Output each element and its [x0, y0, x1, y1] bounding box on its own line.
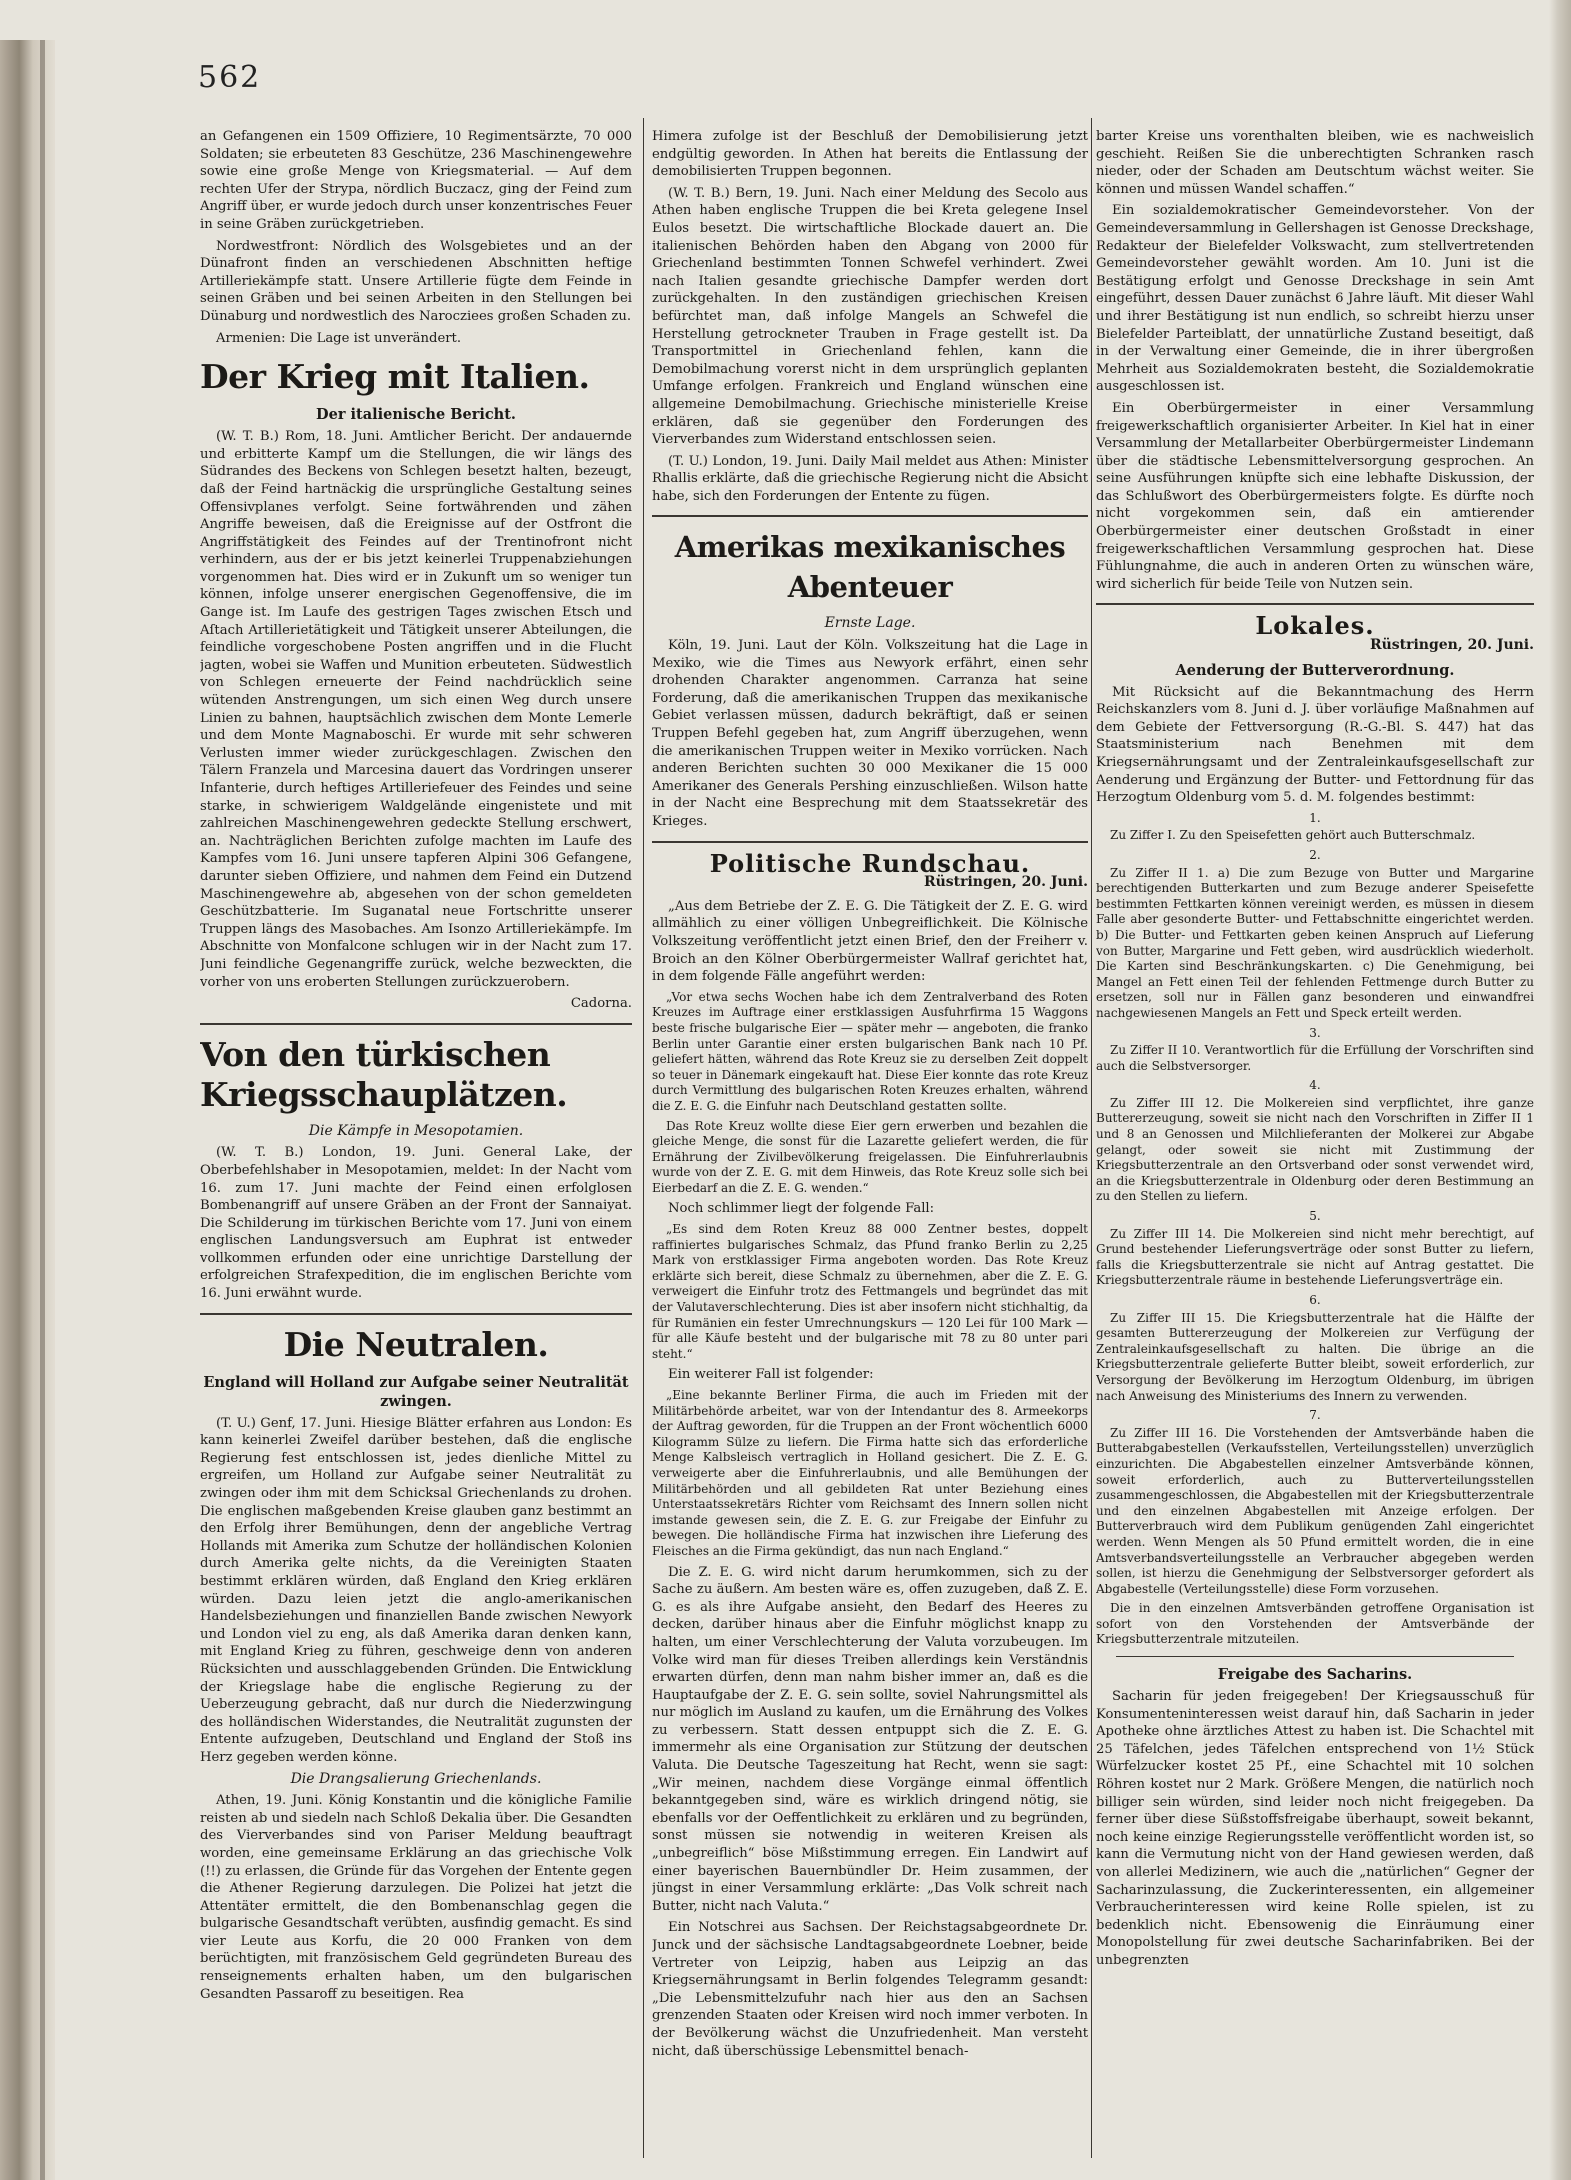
section-divider: [200, 1023, 632, 1025]
zeg-quoted-brawn: [652, 1388, 1088, 1560]
saxony-telegram-text: Ein Notschrei aus Sachsen. Der Reichstagsabgeordnete Dr. Junck und der sächsische Landtagsabgeordnete Loebner, beide Vertreter von Leipzig, haben aus Leipzig an das Kriegsernährungsamt in Berlin folgendes Telegramm gesandt: „Die Lebensmittelzufuhr nach hier aus den an Sachsen grenzenden Staaten oder Kreisen wird noch immer verboten. In der Bevölkerung wächst die Unzufriedenheit. Man versteht nicht, daß überschüssige Lebensmittel benach-: [652, 1920, 1088, 2059]
page-right-edge: [1549, 0, 1571, 2180]
ordinance-item-text: Zu Ziffer II 10. Verantwortlich für die Erfüllung der Vorschriften sind auch die Selbstversorger.: [1096, 1043, 1534, 1073]
ordinance-item-text: Die in den einzelnen Amtsverbänden getroffene Organisation ist sofort von den Vorstehenden der Amtsverbände der Kriegsbutterzentrale mitzuteilen.: [1096, 1601, 1534, 1647]
section-divider: [200, 1313, 632, 1315]
headline-local-news: Lokales.: [1255, 611, 1375, 641]
zeg-worse-case: Noch schlimmer liegt der folgende Fall:: [668, 1201, 935, 1217]
ordinance-item-number: 7.: [1309, 1408, 1321, 1423]
kiel-mayor-text: Ein Oberbürgermeister in einer Versammlung freigewerkschaftlich organisierter Arbeiter. In Kiel hat in einer Versammlung der Metallarbeiter Oberbürgermeister Lindemann über die städtische Lebensmittelversorgung gesprochen. An seine Ausführungen knüpfte sich eine lebhafte Diskussion, der das Schlußwort des Oberbürgermeisters folgte. Es dürfte noch nicht vorgekommen sein, daß ein amtierender Oberbürgermeister einer deutschen Großstadt in einer freigewerkschaftlichen Versammlung gesprochen hat. Diese Fühlungnahme, die auch in anderen Orten zu wünschen wäre, wird sicherlich für beide Teile von Nutzen sein.: [1096, 400, 1534, 592]
northwest-front-paragraph: Nordwestfront: Nördlich des Wolsgebietes und an der Dünafront finden an verschiedenen Abschnitten heftige Artilleriekämpfe statt. Unsere Artillerie fügte dem Feinde in seinen Gräben und bei seinen Arbeiten in den Stellungen bei Dünaburg und nordwestlich des Narocziees großen Schaden zu.: [200, 238, 632, 324]
zeg-quote-brawn: „Eine bekannte Berliner Firma, die auch im Frieden mit der Militärbehörde arbeitet, war von der Intendantur des 8. Armeekorps der Auftrag geworden, für die Truppen an der Front wöchentlich 6000 Kilogramm Sülze zu liefern. Die Firma hatte sich das erforderliche Menge Kalbsleisch vertraglich in Holland gesichert. Die Z. E. G. verweigerte aber die Einfuhrerlaubnis, und alle Bemühungen der Militärbehörden und all gebildeten Rat unter Beziehung eines Unterstaatssekretärs Richter vom Reichsamt des Innern sollen nicht imstande gewesen sein, die Z. E. G. zur Freigabe der Einfuhr zu bewegen. Die holländische Firma hat inzwischen ihre Lieferung des Fleisches an die Firma gekündigt, das nun nach England.“: [652, 1388, 1088, 1558]
headline-turkish-theaters: Von den türkischen Kriegsschauplätzen.: [200, 1034, 568, 1114]
greece-text: Athen, 19. Juni. König Konstantin und die königliche Familie reisten ab und siedeln nach Schloß Dekalia über. Die Gesandten des Vierverbandes sind von Pariser Meldung beauftragt worden, eine gemeinsame Erklärung an das griechische Volk (!!) zu erlassen, die Gründe für das Vorgehen der Entente gegen die Athener Regierung darzulegen. Die Polizei hat jetzt die Attentäter ermittelt, die den Bombenanschlag gegen die bulgarische Gesandtschaft verübten, ausfindig gemacht. Es sind vier Leute aus Korfu, die 20 000 Franken von dem berüchtigten, mit französischem Geld gegründeten Bureau des renseignements erhalten haben, um den bulgarischen Gesandten Passaroff zu beseitigen. Rea: [200, 1793, 632, 2002]
zeg-commentary: Die Z. E. G. wird nicht darum herumkommen, sich zu der Sache zu äußern. Am besten wäre es, offen zuzugeben, daß Z. E. G. es als ihre Aufgabe ansieht, den Bedarf des Heeres zu decken, darüber hinaus aber die Einfuhr möglichst knapp zu halten, um einer Verschlechterung der Valuta vorzubeugen. Im Volke wird man für dieses Treiben allerdings kein Verständnis erwarten dürfen, denn man nahm bisher immer an, daß es die Hauptaufgabe der Z. E. G. sein sollte, soviel Nahrungsmittel als nur möglich im Ausland zu kaufen, um die Ernährung des Volkes zu verbessern. Statt dessen entpuppt sich die Z. E. G. immermehr als eine Organisation zur Stützung der deutschen Valuta. Die Deutsche Tageszeitung hat Recht, wenn sie sagt: „Wir meinen, nachdem diese Vorgänge einmal öffentlich bekanntgegeben sind, wäre es wirklich dringend nötig, sie ebenfalls vor der Oeffentlichkeit zu erklären und zu begründen, sonst müssen sie notwendig in weiteren Kreisen als „unbegreiflich“ böse Mißstimmung erregen. Ein Landwirt auf einer bayerischen Bauernbündler Dr. Heim zusammen, der jüngst in einer Versammlung erklärte: „Das Volk schreit nach Butter, nicht nach Valuta.“: [652, 1564, 1088, 1914]
ordinance-item-number: 5.: [1309, 1209, 1321, 1224]
headline-neutrals: Die Neutralen.: [283, 1324, 549, 1364]
ordinance-items: [1096, 811, 1534, 1648]
subhead-butter-ordinance: Aenderung der Butterverordnung.: [1175, 661, 1455, 679]
subhead-greece: Die Drangsalierung Griechenlands.: [290, 1770, 542, 1787]
armenia-paragraph: Armenien: Die Lage ist unverändert.: [216, 330, 462, 346]
zeg-quote-lard: „Es sind dem Roten Kreuz 88 000 Zentner bestes, doppelt raffiniertes bulgarisches Schmalz, das Pfund franko Berlin zu 2,25 Mark von erstklassiger Firma angeboten worden. Das Rote Kreuz erklärte sich bereit, diese Schmalz zu übernehmen, aber die Z. E. G. verweigert die Einfuhr trotz des Fettmangels und begründet das mit der Valutaverschlechterung. Dies ist aber insofern nicht stichhaltig, da für Rumänien ein fester Umrechnungskurs — 120 Lei für 100 Mark — für alle Käufe besteht und der bulgarische mit 78 zu 80 unter pari steht.“: [652, 1222, 1088, 1361]
butter-ordinance-intro: Mit Rücksicht auf die Bekanntmachung des Herrn Reichskanzlers vom 8. Juni d. J. über vorläufige Maßnahmen auf dem Gebiete der Fettversorgung (R.-G.-Bl. S. 447) hat das Staatsministerium nach Benehmen mit dem Kriegsernährungsamt und der Zentraleinkaufsgesellschaft zur Aenderung und Ergänzung der Butter- und Fettordnung für das Herzogtum Oldenburg vom 5. d. M. folgendes bestimmt:: [1096, 684, 1534, 806]
bern-report-text: (W. T. B.) Bern, 19. Juni. Nach einer Meldung des Secolo aus Athen haben englische Truppen die bei Kreta gelegene Insel Eulos besetzt. Die wirtschaftliche Blockade dauert an. Die italienischen Behörden haben den Abgang von 2000 für Griechenland bestimmten Tonnen Schwefel verhindert. Zwei nach Italien gesandte griechische Dampfer werden dort zurückgehalten. In den zuständigen griechischen Kreisen befürchtet man, daß infolge Mangels an Schwefel die Herstellung getrockneter Trauben in Frage gestellt ist. Da Transportmittel in Griechenland fehlen, kann die Demobilmachung vorerst nicht in dem ursprünglich geplanten Umfange erfolgen. Frankreich und England wünschen eine allgemeine Demobilmachung. Griechische ministerielle Kreise erklären, daß sie gegenüber den Forderungen des Vierverbandes zum Widerstand entschlossen seien.: [652, 185, 1088, 448]
ordinance-item-text: Zu Ziffer III 16. Die Vorstehenden der Amtsverbände haben die Butterabgabestellen (Verkaufsstellen, Verteilungsstellen) unverzüglich einzurichten. Die Abgabestellen einzelner Amtsverbände können, soweit erforderlich, auch zu Butterverteilungsstellen zusammengeschlossen, die Abgabestellen mit der Kriegsbutterzentrale und den einzelnen Abgabestellen mit Anzeige erfolgen. Der Butterverbrauch wird dem Publikum genügenden Zahl eingerichtet werden. Wenn Mengen als 50 Pfund ermittelt worden, die in eine Amtsverbandsverteilungsstelle an Verbraucher abgegeben werden sollen, ist hierzu die Genehmigung der Selbstversorger gefordert als Abgabestelle (Verteilungsstelle) diese Form vorzusehen.: [1096, 1425, 1534, 1596]
zeg-quote-eggs: „Vor etwa sechs Wochen habe ich dem Zentralverband des Roten Kreuzes im Auftrage einer erstklassigen Ausfuhrfirma 15 Waggons beste frische bulgarische Eier — später mehr — angeboten, die franko Berlin unter Garantie einer ersten bulgarischen Bank nach 10 Pf. geliefert hätten, während das Rote Kreuz sie zu derselben Zeit doppelt so teuer in Dänemark eingekauft hat. Diese Eier konnte das rote Kreuz durch Vermittlung des bulgarischen Roten Kreuzes erhalten, während die Z. E. G. die Einfuhr nach Deutschland gestatten sollte.: [652, 989, 1088, 1113]
column-2: [652, 128, 1088, 2158]
dateline-political-review: Rüstringen, 20. Juni.: [923, 874, 1088, 891]
book-binding-edge: [0, 40, 55, 2180]
social-democrat-mayor-text: Ein sozialdemokratischer Gemeindevorsteher. Von der Gemeindeversammlung in Gellershagen ist Genosse Dreckshage, Redakteur der Bielefelder Volkswacht, zum stellvertretenden Gemeindevorsteher gewählt worden. Am 10. Juni ist die Bestätigung erfolgt und Genosse Dreckshage in sein Amt eingeführt, dessen Dauer zunächst 6 Jahre läuft. Mit dieser Wahl und ihrer Bestätigung ist nun endlich, so schreibt hierzu unser Bielefelder Parteiblatt, der unnatürliche Zustand beseitigt, daß in der Verwaltung einer Gemeinde, die in ihrer übergroßen Mehrheit aus Sozialdemokraten besteht, die Sozialdemokratie ausgeschlossen ist.: [1096, 203, 1534, 395]
dateline-local-news: Rüstringen, 20. Juni.: [1369, 637, 1534, 654]
page-number: 562: [198, 60, 262, 95]
subhead-england-holland: England will Holland zur Aufgabe seiner Neutralität zwingen.: [203, 1373, 629, 1410]
column-1: [200, 128, 632, 2158]
east-front-continuation: an Gefangenen ein 1509 Offiziere, 10 Regimentsärzte, 70 000 Soldaten; sie erbeuteten 83 Geschütze, 236 Maschinengewehre sowie eine große Menge von Kriegsmaterial. — Auf dem rechten Ufer der Strypa, nördlich Buczacz, ging der Feind zum Angriff über, er wurde jedoch durch unser konzentrisches Feuer in seine Gräben zurückgetrieben.: [200, 129, 632, 232]
subhead-mesopotamia: Die Kämpfe in Mesopotamien.: [308, 1122, 524, 1139]
mesopotamia-text: (W. T. B.) London, 19. Juni. General Lake, der Oberbefehlshaber in Mesopotamien, meldet: In der Nacht vom 16. zum 17. Juni machte der Feind einen erfolglosen Bombenangriff auf unsere Gräben an der Front der Sannaiyat. Die Schilderung im türkischen Berichte vom 17. Juni von einem englischen Landungsversuch am Euphrat ist entweder vollkommen erfunden oder eine unrichtige Darstellung der erfolgreichen Strafexpedition, die im englischen Berichte vom 16. Juni erwähnt wurde.: [200, 1145, 632, 1302]
italian-report-signature: Cadorna.: [570, 996, 632, 1012]
england-holland-text: (T. U.) Genf, 17. Juni. Hiesige Blätter erfahren aus London: Es kann keinerlei Zweifel darüber bestehen, daß die englische Regierung fest entschlossen ist, jedes dienliche Mittel zu ergreifen, um Holland zur Aufgabe seiner Neutralität zu zwingen oder ihm mit dem Schicksal Griechenlands zu drohen. Die englischen maßgebenden Kreise glauben ganz bestimmt an den Erfolg ihrer Bemühungen, denn der angebliche Vertrag Hollands mit Amerika zum Schutze der holländischen Kolonien durch Amerika gelte nichts, da die Vereinigten Staaten bestimmt erklären würden, daß England den Krieg erklären würden. Dazu leien jetzt die anglo-amerikanischen Handelsbeziehungen und finanziellen Bande zwischen Newyork und London viel zu eng, als daß Amerika daran denken kann, mit England Krieg zu führen, geschweige denn von anderen Rücksichten und ausschlaggebenden Gründen. Die Entwicklung der Kriegslage habe die englische Regierung zu der Ueberzeugung gebracht, daß nur durch die Niederzwingung des holländischen Widerstandes, die Neutralität zugunsten der Entente aufzugeben, Deutschland und England der Stoß ins Herz gegeben werden könne.: [200, 1415, 632, 1765]
greece-demobilization-text: Himera zufolge ist der Beschluß der Demobilisierung jetzt endgültig geworden. In Athen hat bereits die Entlassung der demobilisierten Truppen begonnen.: [652, 129, 1088, 180]
section-divider: [1116, 1656, 1514, 1657]
section-divider: [652, 515, 1088, 517]
ordinance-item-text: Zu Ziffer II 1. a) Die zum Bezuge von Butter und Margarine berechtigenden Butterkarten und zum Bezuge anderer Speisefette bestimmten Fettkarten können vereinigt werden, es müssen in diesem Falle aber gesonderte Butter- und Fettabschnitte eingerichtet werden. b) Die Butter- und Fettkarten geben keinen Anspruch auf Lieferung von Butter, Margarine und Fett geben, wird ausdrücklich wiederholt. Die Karten sind Beschränkungskarten. c) Die Genehmigung, bei Mangel an Fett einen Teil der fehlenden Fettmenge durch Butter zu ersetzen, soll nur in Fällen ganz besonderen und einwandfrei nachgewiesenen Mangels an Fett und Speck erteilt werden.: [1096, 865, 1534, 1020]
column-rule-1: [643, 118, 644, 2158]
ordinance-item-number: 3.: [1309, 1025, 1321, 1040]
section-divider: [1096, 603, 1534, 605]
section-divider: [652, 841, 1088, 843]
zeg-intro: „Aus dem Betriebe der Z. E. G. Die Tätigkeit der Z. E. G. wird allmählich zu einer völligen Unbegreiflichkeit. Die Kölnische Volkszeitung veröffentlicht jetzt einen Brief, den der Freiherr v. Broich an den Kölner Oberbürgermeister Wallraf gerichtet hat, in dem folgende Fälle angeführt werden:: [652, 898, 1088, 985]
zeg-quote-red-cross: Das Rote Kreuz wollte diese Eier gern erwerben und bezahlen die gleiche Menge, die sonst für die Lazarette geliefert werden, die für Ernährung der Zivilbevölkerung freigelassen. Die Einfuhrerlaubnis wurde von der Z. E. G. mit dem Hinweis, das Rote Kreuz solle sich bei Eierbedarf an die Z. E. G. wenden.“: [652, 1118, 1088, 1195]
zeg-quoted-letter: [652, 990, 1088, 1197]
subhead-italian-report: Der italienische Bericht.: [316, 406, 516, 424]
ordinance-item-number: 2.: [1309, 847, 1321, 862]
america-mexico-text: Köln, 19. Juni. Laut der Köln. Volkszeitung hat die Lage in Mexiko, wie die Times aus Newyork erfährt, einen sehr drohenden Charakter angenommen. Carranza hat seine Forderung, daß die amerikanischen Truppen das mexikanische Gebiet verlassen müssen, dadurch bekräftigt, daß er seinen Truppen Befehl gegeben hat, zum Angriff überzugehen, wenn die amerikanischen Truppen weiter in Mexiko vorrücken. Nach anderen Berichten suchten 30 000 Mexikaner die 15 000 Amerikaner des Generals Pershing einzuschließen. Wilson hatte in der Nacht eine Besprechung mit dem Staatssekretär des Krieges.: [652, 638, 1088, 829]
column-rule-2: [1091, 118, 1092, 2158]
headline-political-review: Politische Rundschau.: [709, 848, 1031, 878]
italian-report-text: (W. T. B.) Rom, 18. Juni. Amtlicher Bericht. Der andauernde und erbitterte Kampf um die Stellungen, die wir längs des Südrandes des Beckens von Schlegen besetzt halten, bezeugt, daß der Feind hartnäckig die ursprüngliche Gestaltung seines Offensivplanes verfolgt. Seine fortwährenden und zähen Angriffe beweisen, daß die Ereignisse auf der Ostfront die Angriffstätigkeit des Feindes auf der Trentinofront nicht verhindern, aus der er bis jetzt keinerlei Truppenabziehungen vorgenommen hat. Dies wird er in Zukunft um so weniger tun können, infolge unserer energischen Gegenoffensive, die im Gange ist. Im Laufe des gestrigen Tages zwischen Etsch und Aſtach Artillerietätigkeit und Tätigkeit unserer Abteilungen, die feindliche vorgeschobene Posten angriffen und in die Flucht jagten, wobei sie Waffen und Munition erbeuteten. Südwestlich von Schlegen erneuerte der Feind nachdrücklich seine wütenden Anstrengungen, um sich einen Weg durch unsere Linien zu bahnen, hauptsächlich zwischen dem Monte Lemerle und dem Monte Magnaboschi. Er wurde mit sehr schweren Verlusten immer wieder zurückgeschlagen. Zwischen den Tälern Franzela und Marcesina dauert das Vordringen unserer Infanterie, durch heftiges Artilleriefeuer des Feindes und seine starke, in schwierigem Waldgelände eingenistete und mit zahlreichen Maschinengewehren gedeckte Stellung erschwert, an. Nachträglichen Berichten zufolge machten im Laufe des Kampfes vom 16. Juni unsere tapferen Alpini 306 Gefangene, darunter sieben Offiziere, und nahmen dem Feind ein Dutzend Maschinengewehre ab, abgesehen von der schon gemeldeten Geschützbatterie. Im Suganatal neue Fortschritte unserer Truppen längs des Masobaches. Am Isonzo Artilleriekämpfe. Im Abschnitte von Monfalcone schlugen wir in der Nacht zum 17. Juni feindliche Gegenangriffe zurück, welche bezweckten, die vorher von uns eroberten Stellungen zurückzuerobern.: [200, 429, 632, 990]
column-3: [1096, 128, 1534, 2158]
zeg-another-case: Ein weiterer Fall ist folgender:: [668, 1367, 874, 1383]
subhead-saccharin: Freigabe des Sacharins.: [1217, 1666, 1413, 1684]
zeg-quoted-lard: [652, 1222, 1088, 1362]
ordinance-item-number: 1.: [1309, 810, 1321, 825]
subhead-serious-situation: Ernste Lage.: [824, 615, 916, 632]
saccharin-text: Sacharin für jeden freigegeben! Der Kriegsausschuß für Konsumenteninteressen weist darauf hin, daß Sacharin in jeder Apotheke ohne ärztliches Attest zu haben ist. Die Schachtel mit 25 Täfelchen, jedes Täfelchen entsprechend von 1½ Stück Würfelzucker kostet 25 Pf., eine Schachtel mit 10 solchen Röhren kostet nur 2 Mark. Größere Mengen, die natürlich noch billiger sein würden, sind leider noch nicht freigegeben. Da ferner über diese Süßstoffsfreigabe überhaupt, soweit bekannt, noch keine einzige Regierungsstelle veröffentlicht worden ist, so kann die Vermutung nicht von der Hand gewiesen werden, daß von allerlei Medizinern, wie auch die „natürlichen“ Gegner der Sacharinzulassung, die Zuckerinteressenten, ein allgemeiner Verbraucherinteressen wird keine Rolle spielen, ist zu bedenklich nicht. Ebensowenig die Einräumung einer Monopolstellung für zwei deutsche Sacharinfabriken. Bei der unbegrenzten: [1096, 1689, 1534, 1968]
ordinance-item-text: Zu Ziffer III 14. Die Molkereien sind nicht mehr berechtigt, auf Grund bestehender Lieferungsverträge oder sonst Butter zu liefern, falls die Kriegsbutterzentrale sie nicht auf Antrag gestattet. Die Kriegsbutterzentrale räume in bestehende Lieferungsverträge ein.: [1096, 1226, 1534, 1288]
headline-america-mexico: Amerikas mexikanisches Abenteuer: [674, 530, 1066, 605]
ordinance-item-number: 4.: [1309, 1078, 1321, 1093]
ordinance-item-text: Zu Ziffer III 15. Die Kriegsbutterzentrale hat die Hälfte der gesamten Buttererzeugung der Molkereien zur Verfügung der Zentraleinkaufsgesellschaft zu halten. Die übrige an die Kriegsbutterzentrale gelieferte Butter bleibt, soweit erforderlich, zur Versorgung der Bevölkerung im Herzogtum Oldenburg, im übrigen nach Anweisung des Ministeriums des Innern zu verwenden.: [1096, 1310, 1534, 1403]
ordinance-item-number: 6.: [1309, 1293, 1321, 1307]
ordinance-item-text: Zu Ziffer III 12. Die Molkereien sind verpflichtet, ihre ganze Buttererzeugung, soweit sie nicht nach den Vorschriften in Ziffer II 1 und 8 an Genossen und Milchlieferanten der Molkerei zur Abgabe gelangt, oder soweit sie nicht mit Zustimmung der Kriegsbutterzentrale an den Ortsverband oder sonst verwendet wird, an die Kriegsbutterzentrale in Oldenburg oder deren Bestimmung an zu den Stellen zu liefern.: [1096, 1095, 1534, 1204]
headline-war-italy: Der Krieg mit Italien.: [200, 357, 590, 397]
saxony-telegram-continuation: barter Kreise uns vorenthalten bleiben, wie es nachweislich geschieht. Reißen Sie die unberechtigten Schranken rasch nieder, oder der Schaden am Deutschtum wächst weiter. Sie können und müssen Wandel schaffen.“: [1096, 129, 1534, 197]
london-report-text: (T. U.) London, 19. Juni. Daily Mail meldet aus Athen: Minister Rhallis erklärte, daß die griechische Regierung nicht die Absicht habe, sich den Forderungen der Entente zu fügen.: [652, 453, 1088, 504]
binding-shadow: [40, 40, 45, 2180]
ordinance-item-text: Zu Ziffer I. Zu den Speisefetten gehört auch Butterschmalz.: [1110, 828, 1476, 843]
